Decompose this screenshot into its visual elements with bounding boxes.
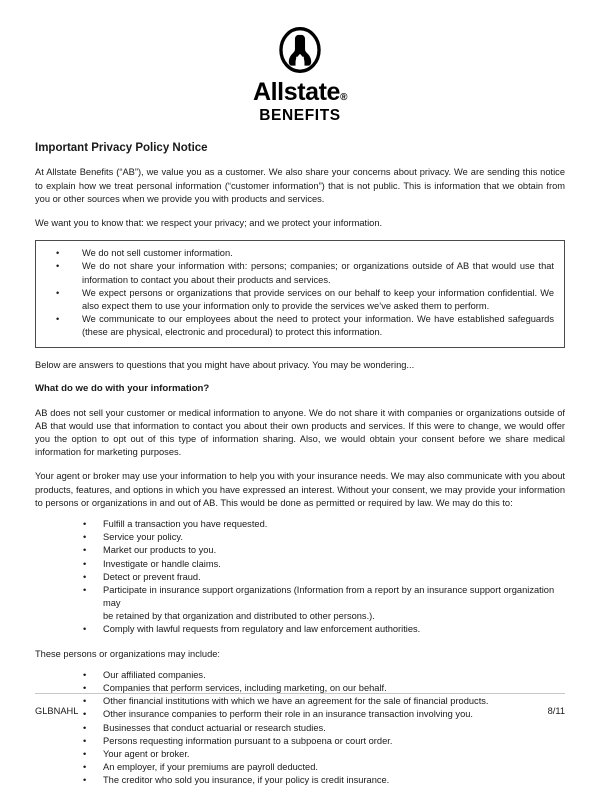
bullet-icon: •: [83, 722, 87, 733]
brand-wordmark-text: Allstate: [252, 78, 341, 106]
list-item: [35, 571, 565, 584]
list-item: [35, 531, 565, 544]
list-item-text: The creditor who sold you insurance, if your policy is credit insurance.: [103, 775, 390, 786]
bullet-icon: •: [83, 571, 87, 582]
list-item-text: We communicate to our employees about the need to protect your information. We have established safeguards (these are physical, electronic and procedural) to protect this information.: [82, 314, 554, 338]
list-item-text: Investigate or handle claims.: [103, 558, 221, 569]
brand-logo: [35, 0, 565, 124]
list-item-text: We do not sell customer information.: [82, 248, 233, 259]
list-item-text: We do not share your information with: persons; companies; or organizations outside of AB that would use that information to contact you about their products and services.: [82, 261, 554, 285]
privacy-commitments-box: [35, 240, 565, 347]
bullet-icon: •: [83, 762, 87, 773]
privacy-commitments-list: [42, 247, 554, 339]
section-heading-what-do-we-do: What do we do with your information?: [35, 382, 210, 394]
bullet-icon: •: [83, 545, 87, 556]
agent-broker-paragraph: Your agent or broker may use your information to help you with your insurance needs. We may also communicate with you about products, features, and options in which you have expressed an interest. Without your consent, we may provide your information to persons or organizations in and out of AB. This would be done as permitted or required by law. We may do this to:: [35, 471, 565, 508]
list-item-text: An employer, if your premiums are payroll deducted.: [103, 762, 318, 773]
list-item-text: Your agent or broker.: [103, 748, 190, 759]
list-item-text: Fulfill a transaction you have requested.: [103, 518, 268, 529]
list-item: [35, 558, 565, 571]
bullet-icon: •: [56, 248, 60, 259]
list-item-text: Our affiliated companies.: [103, 669, 206, 680]
bullet-icon: •: [56, 287, 60, 298]
list-item: [35, 761, 565, 774]
bullet-icon: •: [83, 709, 87, 720]
list-item: [35, 774, 565, 787]
bullet-icon: •: [83, 669, 87, 680]
recipients-intro-paragraph: These persons or organizations may include:: [35, 648, 221, 659]
list-item: [35, 735, 565, 748]
allstate-good-hands-icon: [272, 22, 328, 78]
below-answers-paragraph: Below are answers to questions that you might have about privacy. You may be wondering...: [35, 359, 415, 370]
list-item-text: Comply with lawful requests from regulatory and law enforcement authorities.: [103, 624, 421, 635]
bullet-icon: •: [83, 775, 87, 786]
footer-row: [35, 706, 565, 716]
list-item: [42, 247, 554, 260]
brand-registered-mark: ®: [340, 92, 348, 103]
footer-form-code: GLBNAHL: [35, 706, 79, 716]
list-item-continuation: be retained by that organization and distributed to other persons.).: [103, 611, 375, 622]
list-item: [35, 518, 565, 531]
footer-divider: [35, 693, 565, 694]
bullet-icon: •: [56, 314, 60, 325]
bullet-icon: •: [83, 735, 87, 746]
bullet-icon: •: [83, 518, 87, 529]
brand-wordmark: [253, 80, 347, 105]
bullet-icon: •: [56, 261, 60, 272]
recipients-list: [35, 669, 565, 788]
list-item: [35, 623, 565, 636]
list-item-text: Persons requesting information pursuant to a subpoena or court order.: [103, 735, 393, 746]
list-item-text: Companies that perform services, including marketing, on our behalf.: [103, 683, 387, 693]
list-item: [35, 584, 565, 624]
bullet-icon: •: [83, 584, 87, 595]
bullet-icon: •: [83, 748, 87, 759]
ab-does-not-sell-paragraph: AB does not sell your customer or medical information to anyone. We do not share it with companies or organizations outside of AB that would use that information to contact you about their own products and services. If this were to change, we would offer you the option to opt out of this type of information sharing. Also, we would obtain your consent before we share medical information for marketing purposes.: [35, 407, 565, 458]
bullet-icon: •: [83, 532, 87, 543]
bullet-icon: •: [83, 624, 87, 635]
list-item: [35, 748, 565, 761]
page-title: Important Privacy Policy Notice: [35, 141, 208, 154]
footer-page-number: 8/11: [547, 706, 565, 716]
intro-paragraph: At Allstate Benefits (“AB”), we value you as a customer. We also share your concerns about privacy. We are sending this notice to explain how we treat personal information (“customer information”) that is not public. This is information that we obtain from you or other sources when we provide you with products and services.: [35, 167, 565, 204]
list-item-text: Other insurance companies to perform their role in an insurance transaction involving you.: [103, 709, 474, 720]
list-item-text: Service your policy.: [103, 532, 183, 543]
list-item: [35, 722, 565, 735]
list-item-text: Market our products to you.: [103, 545, 217, 556]
list-item-text: Participate in insurance support organizations (Information from a report by an insurance support organization may: [103, 584, 555, 609]
list-item: [35, 544, 565, 557]
bullet-icon: •: [83, 558, 87, 569]
brand-sub-wordmark: BENEFITS: [259, 107, 341, 124]
purpose-list: [35, 518, 565, 637]
list-item: [42, 287, 554, 313]
list-item: [35, 669, 565, 682]
list-item-text: We expect persons or organizations that provide services on our behalf to keep your information confidential. We also expect them to use your information only to provide the services we’ve asked them to perform.: [82, 287, 554, 311]
bullet-icon: •: [83, 696, 87, 707]
bullet-icon: •: [83, 683, 87, 693]
list-item: [42, 313, 554, 339]
list-item-text: Businesses that conduct actuarial or research studies.: [103, 722, 326, 733]
list-item-text: Other financial institutions with which we have an agreement for the sale of financial products.: [103, 696, 489, 707]
list-item-text: Detect or prevent fraud.: [103, 571, 201, 582]
page-footer: [35, 693, 565, 716]
respect-privacy-paragraph: We want you to know that: we respect your privacy; and we protect your information.: [35, 218, 383, 228]
list-item: [42, 260, 554, 286]
